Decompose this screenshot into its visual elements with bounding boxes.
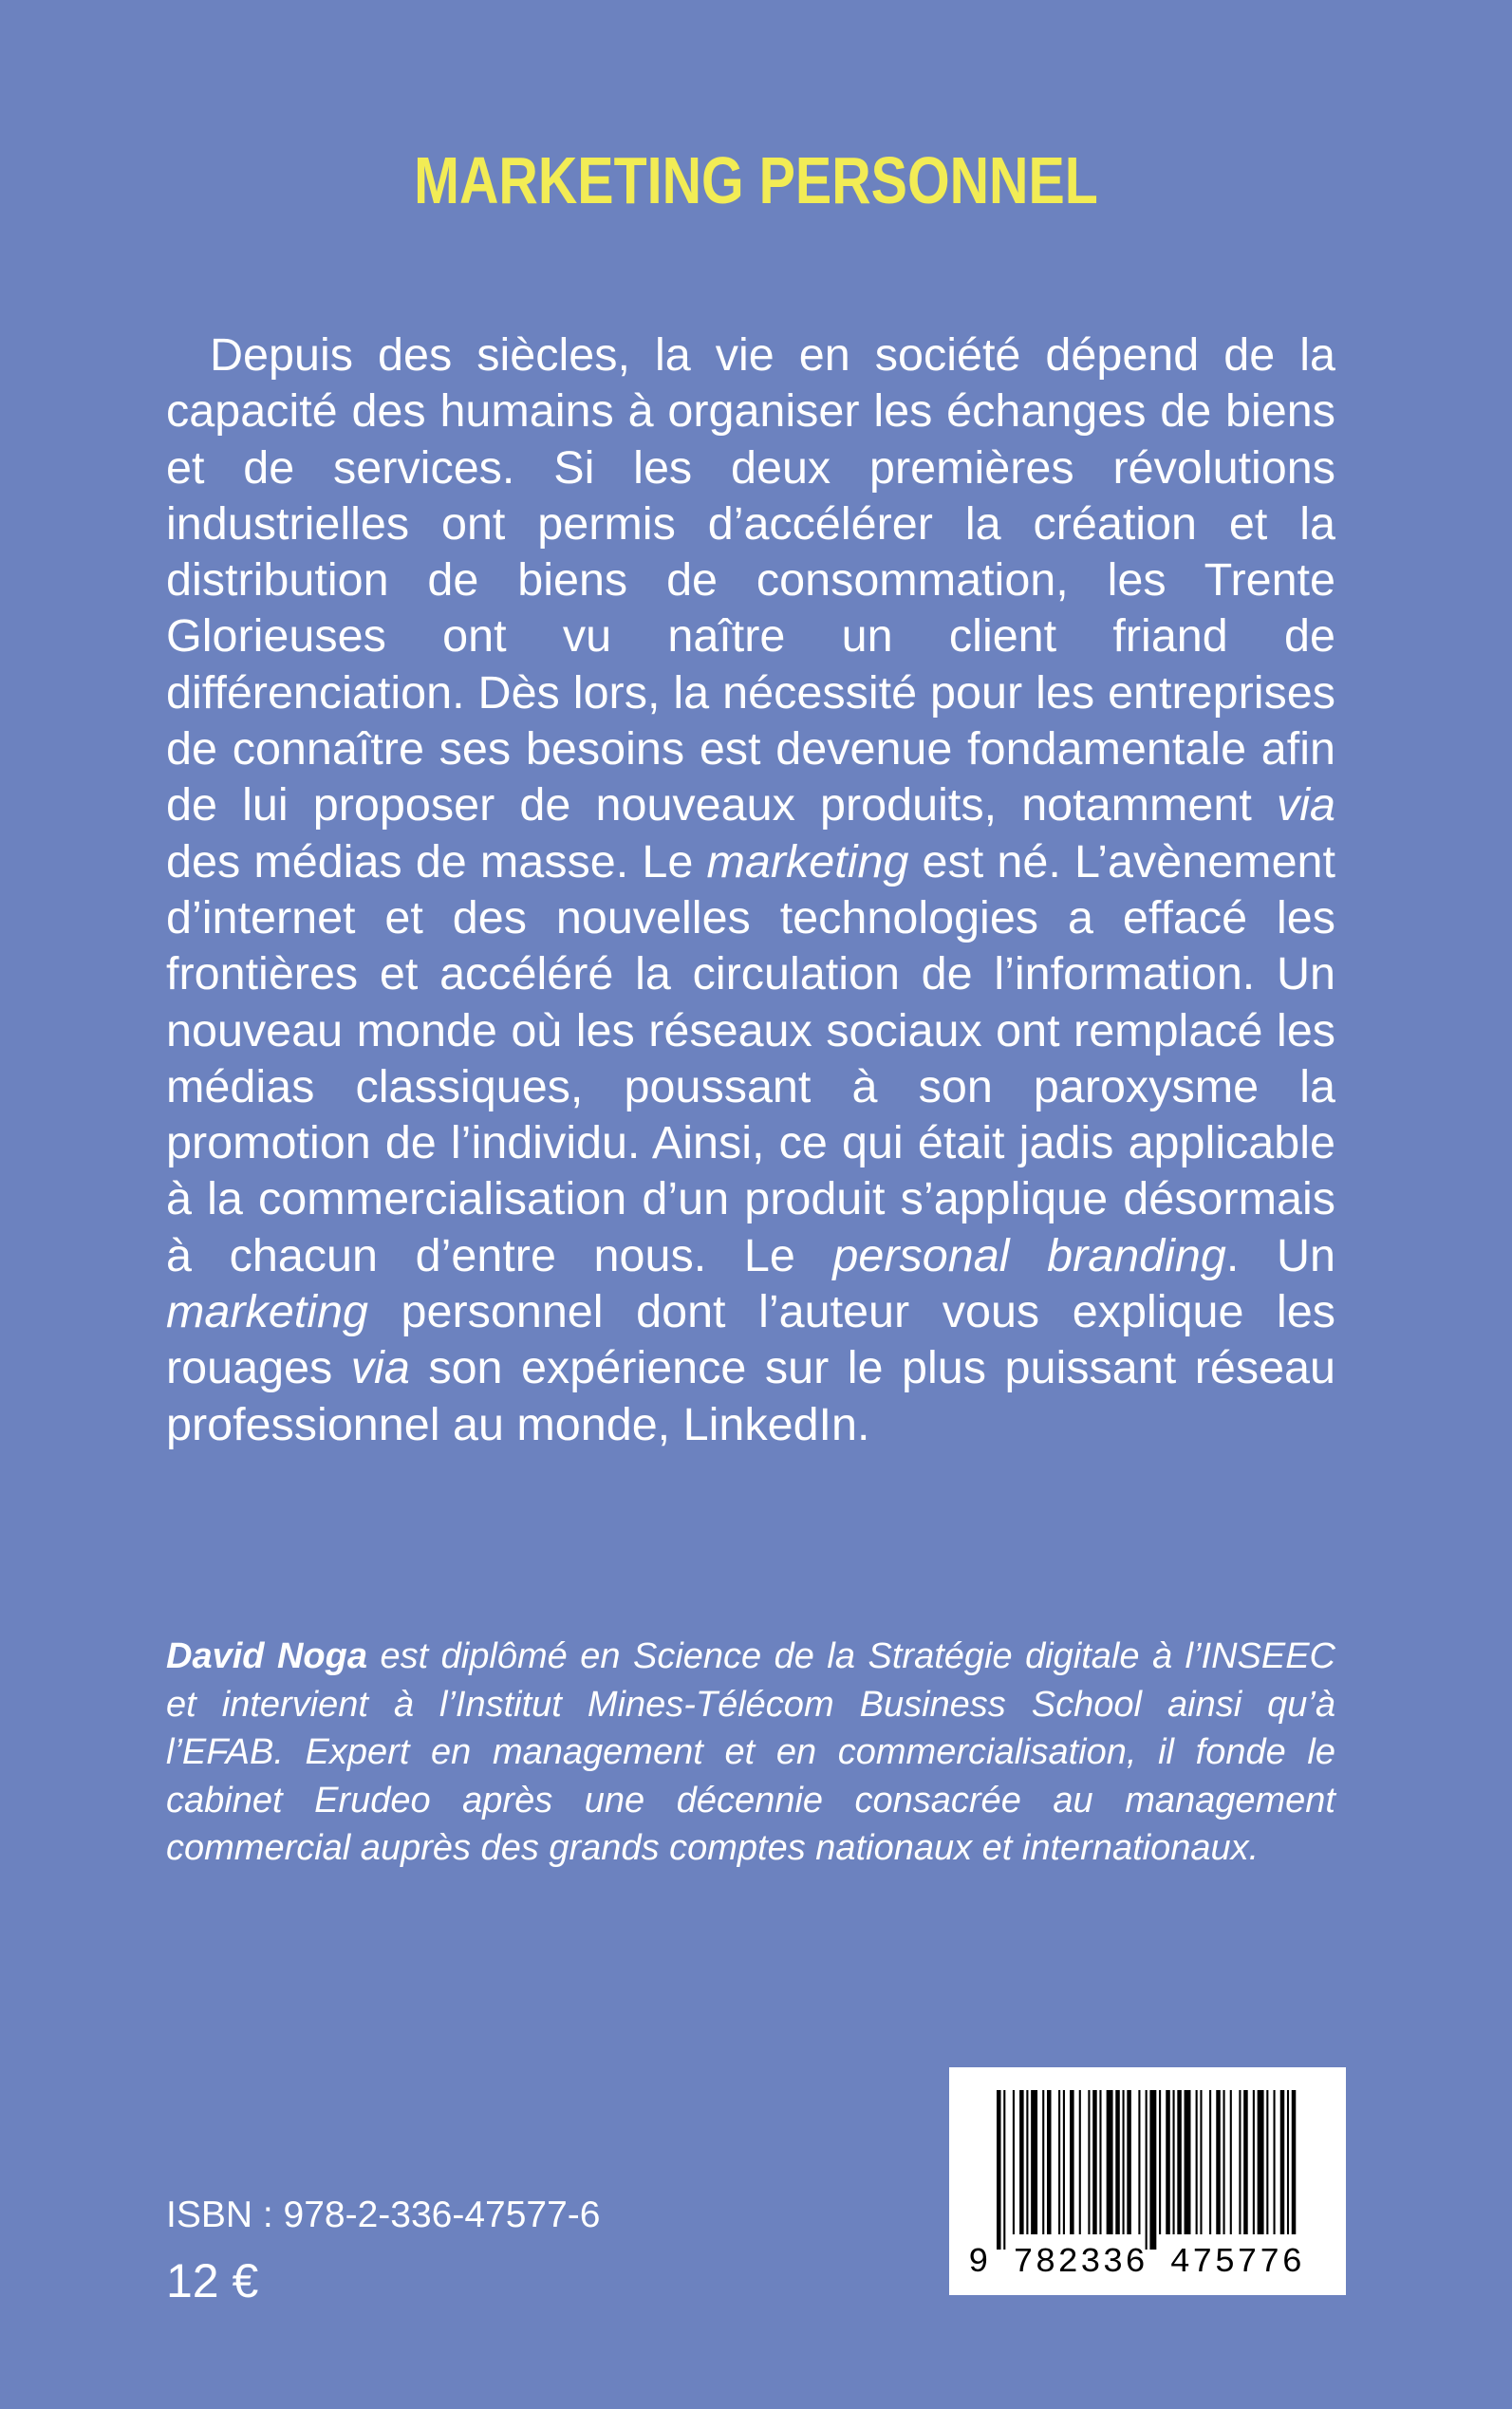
barcode-bar [1058, 2090, 1060, 2234]
barcode-bar [1079, 2090, 1081, 2234]
barcode-bar [1031, 2090, 1037, 2234]
barcode-bar [1047, 2090, 1052, 2234]
barcode [949, 2067, 1346, 2295]
barcode-bar [1287, 2090, 1289, 2234]
barcode-bar [1019, 2090, 1024, 2234]
barcode-bar [1115, 2090, 1120, 2234]
author-name: David Noga [166, 1636, 367, 1676]
book-title: MARKETING PERSONNEL [414, 143, 1098, 217]
blurb-via-1: via [1277, 779, 1335, 831]
barcode-bar [1092, 2090, 1097, 2234]
barcode-bar [1173, 2090, 1175, 2234]
barcode-bar [1013, 2090, 1015, 2234]
blurb-marketing-2: marketing [166, 1286, 368, 1338]
barcode-bar [1200, 2090, 1202, 2234]
barcode-bar [1127, 2090, 1131, 2234]
barcode-bar [1258, 2090, 1264, 2234]
blurb-text-5: personnel dont l’auteur vous explique les rouages [166, 1286, 1335, 1394]
blurb-text-1: Depuis des siècles, la vie en société dépend de la capacité des humains à organiser les échanges de biens et de services. Si les deux premières révolutions industrielles ont permis d’accélérer la création et la distribution de biens de consommation, les Trente Glorieuses ont vu naître un client friand de différenciation. Dès lors, la nécessité pour les entreprises de connaître ses besoins est devenue fondamentale afin de lui proposer de nouveaux produits, notamment [166, 329, 1335, 831]
barcode-bar [1070, 2090, 1074, 2234]
barcode-bar [1266, 2090, 1268, 2234]
blurb-via-2: via [350, 1342, 410, 1394]
author-bio [166, 1633, 1335, 1873]
blurb-text-4: . Un [1225, 1229, 1335, 1281]
barcode-bar [1149, 2090, 1156, 2250]
barcode-bar [1107, 2090, 1113, 2234]
barcode-bar [1223, 2090, 1225, 2234]
barcode-bar [1088, 2090, 1090, 2234]
barcode-bar [1123, 2090, 1125, 2234]
barcode-bar [1209, 2090, 1211, 2234]
blurb-text-3: est né. L’avènement d’internet et des nouvelles technologies a effacé les frontières et accéléré la circulation de l’information. Un nouveau monde où les réseaux sociaux ont remplacé les médias classiques, poussant à son paroxysme la promotion de l’individu. Ainsi, ce qui était jadis applicable à la commercialisation d’un produit s’applique désormais à chacun d’entre nous. Le [166, 835, 1335, 1281]
barcode-bar [1253, 2090, 1255, 2234]
barcode-bar [1063, 2090, 1065, 2234]
back-cover-blurb [166, 327, 1335, 1453]
barcode-bar [1230, 2090, 1232, 2234]
barcode-bar [1185, 2090, 1191, 2234]
blurb-text-2: des médias de masse. Le [166, 835, 707, 887]
barcode-bar [1099, 2090, 1101, 2234]
barcode-digits: 9 782336 475776 [968, 2243, 1305, 2282]
barcode-bar [1146, 2090, 1148, 2250]
isbn: ISBN : 978-2-336-47577-6 [166, 2194, 601, 2235]
barcode-bar [1280, 2090, 1285, 2234]
barcode-bar [997, 2090, 1001, 2250]
barcode-bar [1138, 2090, 1140, 2234]
barcode-bar [1216, 2090, 1221, 2234]
blurb-marketing-1: marketing [706, 835, 909, 887]
blurb-text-6: son expérience sur le plus puissant réseau professionnel au monde, LinkedIn. [166, 1342, 1335, 1450]
barcode-bar [1196, 2090, 1198, 2234]
barcode-bar [1292, 2090, 1297, 2234]
barcode-bar [1042, 2090, 1044, 2234]
barcode-bar [1243, 2090, 1248, 2234]
barcode-bar [1274, 2090, 1276, 2234]
barcode-bar [1159, 2090, 1161, 2234]
barcode-bar [1026, 2090, 1028, 2234]
blurb-personal-branding: personal branding [832, 1229, 1226, 1281]
barcode-bar [1177, 2090, 1182, 2234]
barcode-bar [1239, 2090, 1241, 2234]
barcode-bar [1166, 2090, 1170, 2234]
author-bio-text: est diplômé en Science de la Stratégie digitale à l’INSEEC et intervient à l’Institut Mines-Télécom Business School ainsi qu’à l’EFAB. Expert en management et en commercialisation, il fonde le cabinet Erudeo après une décennie consacrée au management commercial auprès des grands comptes nationaux et internationaux. [166, 1636, 1335, 1868]
price: 12 € [166, 2254, 259, 2307]
barcode-bar [1003, 2090, 1005, 2250]
